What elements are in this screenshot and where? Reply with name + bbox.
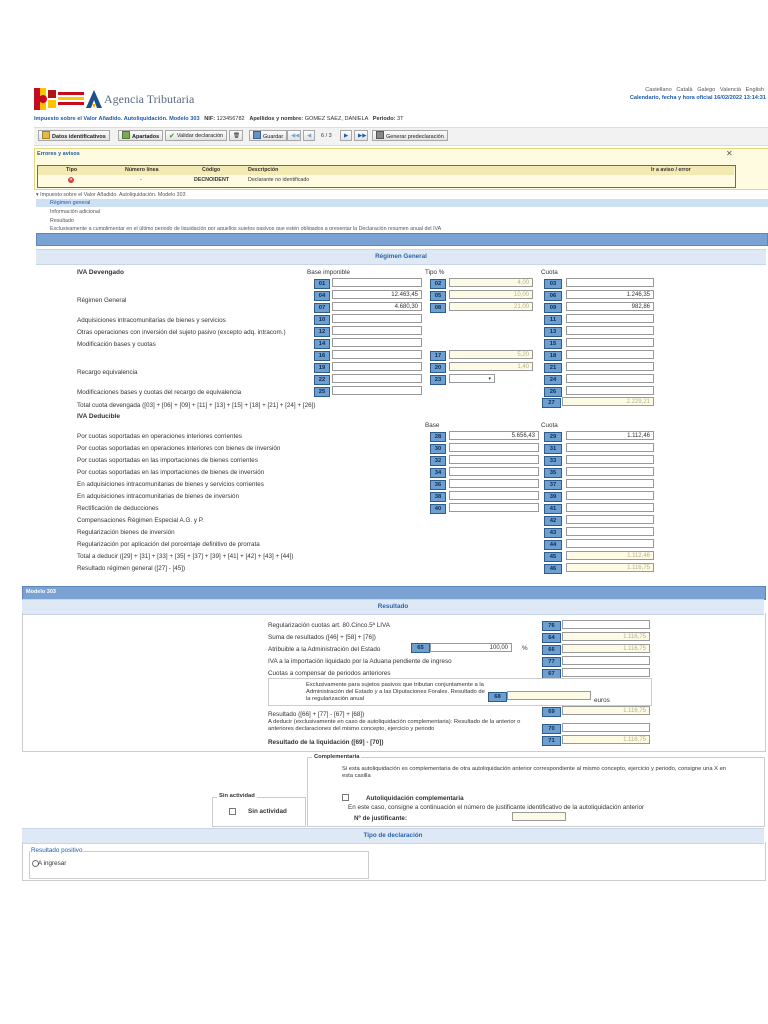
tree-item-resultado[interactable]: Resultado (50, 218, 74, 224)
deducible-row-label: Regularización bienes de inversión (77, 529, 175, 536)
resultado-liquidacion-value: 1.116,75 (562, 735, 650, 744)
box-40: 40 (430, 504, 446, 514)
error-description: Declarante no identificado (248, 177, 310, 183)
cuota-input[interactable]: 982,86 (566, 302, 654, 311)
euros-label: euros (594, 697, 610, 704)
resultado-positivo-fieldset (29, 851, 369, 879)
tree-item-selected-bg (36, 199, 768, 207)
error-line: - (140, 177, 142, 183)
regimen-general-header: Régimen General (36, 249, 766, 265)
deducible-cuota-input[interactable] (566, 467, 654, 476)
deducible-cuota-input[interactable] (566, 539, 654, 548)
deducible-cuota-input[interactable] (566, 515, 654, 524)
exclusivamente-text: Exclusivamente para sujetos pasivos que tributan conjuntamente a la Administración del Estado y a las Diputaciones Forales. Resultado de la regularización anual (306, 682, 485, 702)
guardar-button[interactable]: Guardar (249, 130, 287, 141)
tipo-value: 5,20 (449, 350, 533, 359)
iva-devengado-title: IVA Devengado (77, 269, 124, 276)
resultado-row-label: Regularización cuotas art. 80.Cinco.5ª LIVA (268, 622, 390, 629)
deducible-row-label: Compensaciones Régimen Especial A.G. y P. (77, 517, 204, 524)
box-24: 24 (544, 375, 562, 385)
apartados-button[interactable]: Apartados (118, 130, 163, 141)
base-imponible-input[interactable] (332, 314, 422, 323)
resultado-label: Resultado ([66] + [77] - [67] + [68]) (268, 711, 365, 718)
box-04: 04 (314, 291, 330, 301)
col-cuota: Cuota (541, 269, 558, 276)
box-67: 67 (542, 669, 561, 679)
prev-page-button[interactable]: ◀ (303, 130, 315, 141)
cuota-input[interactable] (566, 374, 654, 383)
box-31: 31 (544, 444, 562, 454)
deducible-cuota-input: 1.112,46 (566, 551, 654, 560)
cuota-input[interactable]: 1.246,35 (566, 290, 654, 299)
next-page-button[interactable]: ▶ (340, 130, 352, 141)
tree-item-informacion-adicional[interactable]: Información adicional (50, 209, 101, 215)
box-12: 12 (314, 327, 330, 337)
justificante-input[interactable] (512, 812, 566, 821)
iva-deducible-title: IVA Deducible (77, 413, 120, 420)
error-icon: ✕ (68, 177, 74, 183)
language-menu (645, 87, 764, 93)
total-devengada-label: Total cuota devengada ([03] + [06] + [09] + [11] + [13] + [15] + [18] + [21] + [24] + [26]) (77, 402, 316, 409)
box-14: 14 (314, 339, 330, 349)
box-08: 08 (430, 303, 446, 313)
pct-sign: % (522, 645, 528, 652)
box-37: 37 (544, 480, 562, 490)
box-46: 46 (544, 564, 562, 574)
box-16: 16 (314, 351, 330, 361)
tipo-select[interactable] (449, 374, 495, 383)
box-69: 69 (542, 707, 561, 717)
lang-galego[interactable]: Galego (697, 87, 716, 93)
list-icon (122, 131, 130, 139)
box-11: 11 (544, 315, 562, 325)
complementaria-note: En este caso, consigne a continuación el número de justificante identificativo de la autoliquidación anterior (348, 804, 645, 811)
resultado-row-value[interactable] (562, 668, 650, 677)
delete-button[interactable] (229, 130, 243, 141)
deducible-row-label: Por cuotas soportadas en operaciones interiores corrientes (77, 433, 242, 440)
check-icon: ✔ (169, 133, 175, 140)
name-value: GOMEZ SAEZ, DANIELA (304, 116, 369, 122)
errors-col-codigo: Código (202, 167, 221, 173)
agency-name: Agencia Tributaria (104, 92, 195, 106)
deducible-cuota-input[interactable] (566, 455, 654, 464)
cuota-input[interactable] (566, 326, 654, 335)
deducible-base-input[interactable] (449, 455, 539, 464)
deducible-base-input[interactable]: 5.656,43 (449, 431, 539, 440)
deducible-row-label: Por cuotas soportadas en las importaciones de bienes corrientes (77, 457, 258, 464)
complementaria-legend: Complementaria (314, 754, 360, 760)
col-base: Base (425, 422, 440, 429)
deducible-row-label: Total a deducir ([29] + [31] + [33] + [35] + [37] + [39] + [41] + [42] + [43] + [44]) (77, 553, 294, 560)
chevron-down-icon: ▾ (488, 376, 491, 382)
errors-col-ir: Ir a aviso / error (651, 167, 691, 173)
box-20: 20 (430, 363, 446, 373)
devengado-row-label: Modificación bases y cuotas (77, 341, 156, 348)
base-imponible-input[interactable] (332, 326, 422, 335)
box-22: 22 (314, 375, 330, 385)
resultado-value: 1.116,75 (562, 706, 650, 715)
devengado-row-label: Recargo equivalencia (77, 369, 138, 376)
resultado-row-label: Cuotas a compensar de periodos anteriores (268, 670, 391, 677)
box-36: 36 (430, 480, 446, 490)
lang-catala[interactable]: Català (676, 87, 693, 93)
period-value: 3T (397, 116, 404, 122)
a-ingresar-label: A ingresar (38, 860, 67, 867)
tipo-value: 1,40 (449, 362, 533, 371)
deducible-cuota-input[interactable] (566, 503, 654, 512)
tipo-declaracion-header: Tipo de declaración (22, 828, 764, 844)
devengado-row-label: Adquisiciones intracomunitarias de bienes y servicios (77, 317, 226, 324)
box-32: 32 (430, 456, 446, 466)
box-10: 10 (314, 315, 330, 325)
errors-col-descripcion: Descripción (248, 167, 279, 173)
resultado-row-value[interactable] (562, 656, 650, 665)
tipo-value: 4,00 (449, 278, 533, 287)
a-deducir-input[interactable] (562, 723, 650, 732)
deducible-row-label: En adquisiciones intracomunitarias de bienes y servicios corrientes (77, 481, 264, 488)
deducible-cuota-input[interactable] (566, 443, 654, 452)
box-19: 19 (314, 363, 330, 373)
deducible-row-label: Por cuotas soportadas en operaciones interiores con bienes de inversión (77, 445, 281, 452)
box-38: 38 (430, 492, 446, 502)
base-imponible-input[interactable] (332, 350, 422, 359)
box-43: 43 (544, 528, 562, 538)
info-bar (34, 116, 768, 122)
total-devengada-value: 2.229,21 (562, 397, 654, 406)
modelo-303-label: Modelo 303 (26, 589, 56, 595)
sin-actividad-checkbox[interactable] (229, 808, 236, 815)
pct-atribuible-input[interactable]: 100,00 (430, 643, 512, 652)
box-64: 64 (542, 633, 561, 643)
box-44: 44 (544, 540, 562, 550)
box-07: 07 (314, 303, 330, 313)
errors-col-linea: Número línea (125, 167, 159, 173)
cuota-input[interactable] (566, 386, 654, 395)
box-02: 02 (430, 279, 446, 289)
resultado-row-label: Atribuible a la Administración del Estado (268, 646, 381, 653)
generar-predeclaracion-button[interactable]: Generar predeclaración (372, 130, 448, 141)
modelo-303-bar (22, 586, 766, 600)
deducible-cuota-input[interactable] (566, 527, 654, 536)
box-21: 21 (544, 363, 562, 373)
deducible-row-label: Por cuotas soportadas en las importaciones de bienes de inversión (77, 469, 265, 476)
base-imponible-input[interactable] (332, 338, 422, 347)
deducible-row-label: Resultado régimen general ([27] - [45]) (77, 565, 186, 572)
box-27: 27 (542, 398, 561, 408)
resultado-row-label: IVA a la importación liquidado por la Aduana pendiente de ingreso (268, 658, 452, 665)
deducible-cuota-input[interactable] (566, 479, 654, 488)
cuota-input[interactable] (566, 362, 654, 371)
deducible-row-label: Rectificación de deducciones (77, 505, 159, 512)
period-label: Periodo: (372, 116, 396, 122)
resultado-row-value: 1.116,75 (562, 632, 650, 641)
tree-item-exclusivamente[interactable]: Exclusivamente a cumplimentar en el último periodo de liquidación por aquellos sujetos pasivos que estén obligados a presentar la Declaración resumen anual del IVA (50, 226, 442, 230)
box-28: 28 (430, 432, 446, 442)
nif-label: NIF: (204, 116, 216, 122)
exclusivamente-value (507, 691, 591, 700)
deducible-cuota-input[interactable] (566, 491, 654, 500)
official-datetime-link[interactable]: Calendario, fecha y hora oficial 16/02/2022 13:14:31 (629, 95, 766, 101)
box-09: 09 (544, 303, 562, 313)
box-05: 05 (430, 291, 446, 301)
box-34: 34 (430, 468, 446, 478)
lang-castellano[interactable]: Castellano (645, 87, 672, 93)
box-15: 15 (544, 339, 562, 349)
box-70: 70 (542, 724, 561, 734)
trash-icon: 🗑 (233, 133, 240, 139)
last-page-button[interactable]: ▶▶ (354, 130, 368, 141)
justificante-label: Nº de justificante: (354, 815, 408, 822)
box-42: 42 (544, 516, 562, 526)
box-39: 39 (544, 492, 562, 502)
lang-valencia[interactable]: Valencià (719, 87, 741, 93)
base-imponible-input[interactable]: 4.680,30 (332, 302, 422, 311)
errors-title: Errores y avisos (37, 151, 80, 157)
tipo-value: 21,00 (449, 302, 533, 311)
deducible-cuota-input[interactable]: 1.112,46 (566, 431, 654, 440)
box-65: 65 (411, 643, 430, 653)
box-17: 17 (430, 351, 446, 361)
resultado-positivo-legend: Resultado positivo (31, 847, 83, 854)
box-29: 29 (544, 432, 562, 442)
box-30: 30 (430, 444, 446, 454)
box-03: 03 (544, 279, 562, 289)
first-page-button[interactable]: ◀◀ (287, 130, 301, 141)
name-label: Apellidos y nombre: (249, 116, 304, 122)
box-26: 26 (544, 387, 562, 397)
base-imponible-input[interactable] (332, 386, 422, 395)
box-18: 18 (544, 351, 562, 361)
lang-english[interactable]: English (745, 87, 764, 93)
deducible-row-label: Regularización por aplicación del porcentaje definitivo de prorrata (77, 541, 260, 548)
tree-root[interactable]: ▾ Impuesto sobre el Valor Añadido. Autoliquidación. Modelo 303 (36, 192, 186, 198)
col-cuota-ded: Cuota (541, 422, 558, 429)
resultado-liquidacion-label: Resultado de la liquidación ([69] - [70]) (268, 739, 384, 746)
tree-item-regimen-general[interactable]: Régimen general (50, 200, 91, 206)
base-imponible-input[interactable] (332, 362, 422, 371)
col-tipo: Tipo % (425, 269, 445, 276)
box-23: 23 (430, 375, 446, 385)
box-01: 01 (314, 279, 330, 289)
a-deducir-label: A deducir (exclusivamente en caso de autoliquidación complementaria): Resultado de la anterior o anteriores declaraciones del mismo concepto, ejercicio y periodo (268, 719, 521, 732)
spain-government-logo (34, 88, 86, 110)
save-icon (253, 131, 261, 139)
error-code[interactable]: DECNOIDENT (194, 177, 230, 183)
deducible-base-input[interactable] (449, 503, 539, 512)
box-66: 66 (542, 645, 561, 655)
box-76: 76 (542, 621, 561, 631)
sin-actividad-legend: Sin actividad (219, 793, 255, 799)
deducible-base-input[interactable] (449, 443, 539, 452)
box-33: 33 (544, 456, 562, 466)
sin-actividad-label: Sin actividad (248, 808, 287, 815)
nif-value: 123456782 (216, 116, 245, 122)
complementaria-checkbox[interactable] (342, 794, 349, 801)
datos-identificativos-button[interactable]: Datos identificativos (38, 130, 110, 141)
deducible-base-input[interactable] (449, 491, 539, 500)
validar-button[interactable]: ✔ Validar declaración (165, 130, 227, 141)
box-71: 71 (542, 736, 561, 746)
deducible-row-label: En adquisiciones intracomunitarias de bienes de inversión (77, 493, 240, 500)
devengado-row-label: Modificaciones bases y cuotas del recargo de equivalencia (77, 389, 242, 396)
box-45: 45 (544, 552, 562, 562)
id-card-icon (42, 131, 50, 139)
resultado-row-label: Suma de resultados ([46] + [58] + [76]) (268, 634, 376, 641)
page-indicator: 6 / 3 (321, 133, 332, 139)
agency-logo-icon (86, 90, 102, 108)
box-77: 77 (542, 657, 561, 667)
cuota-input[interactable] (566, 350, 654, 359)
deducible-cuota-input: 1.116,75 (566, 563, 654, 572)
cuota-input[interactable] (566, 338, 654, 347)
deducible-base-input[interactable] (449, 479, 539, 488)
base-imponible-input[interactable] (332, 278, 422, 287)
base-imponible-input[interactable]: 12.463,45 (332, 290, 422, 299)
tipo-value: 10,00 (449, 290, 533, 299)
resultado-row-value[interactable] (562, 620, 650, 629)
printer-icon (376, 131, 384, 139)
resultado-header: Resultado (22, 599, 764, 615)
box-13: 13 (544, 327, 562, 337)
devengado-row-label: Otras operaciones con inversión del sujeto pasivo (excepto adq. intracom.) (77, 329, 286, 336)
base-imponible-input[interactable] (332, 374, 422, 383)
box-68: 68 (488, 692, 507, 702)
devengado-row-label: Régimen General (77, 297, 127, 304)
cuota-input[interactable] (566, 278, 654, 287)
cuota-input[interactable] (566, 314, 654, 323)
resultado-row-value: 1.116,75 (562, 644, 650, 653)
box-25: 25 (314, 387, 330, 397)
errors-col-tipo: Tipo (66, 167, 78, 173)
box-35: 35 (544, 468, 562, 478)
box-06: 06 (544, 291, 562, 301)
col-base-imponible: Base imponible (307, 269, 351, 276)
model-title: Impuesto sobre el Valor Añadido. Autoliquidación. Modelo 303 (34, 116, 200, 122)
complementaria-text: Si esta autoliquidación es complementaria de otra autoliquidación anterior correspondiente al mismo concepto, ejercicio y periodo, consigne una X en esta casilla (342, 766, 727, 779)
section-divider-bar (36, 233, 768, 246)
box-41: 41 (544, 504, 562, 514)
complementaria-check-label: Autoliquidación complementaria (366, 795, 464, 802)
deducible-base-input[interactable] (449, 467, 539, 476)
close-errors-icon[interactable]: ✕ (726, 149, 733, 158)
